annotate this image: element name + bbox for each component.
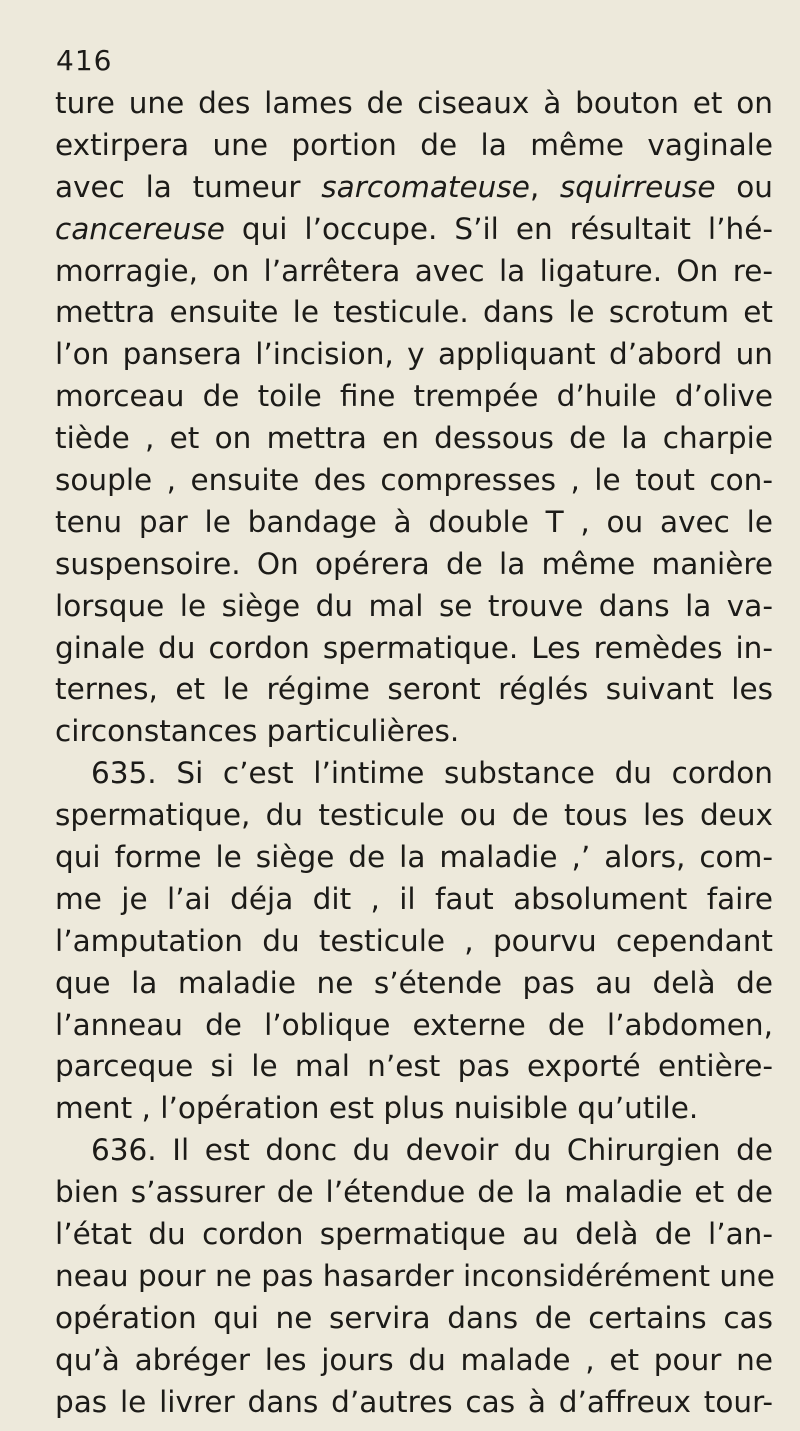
- text-run: mettra ensuite le testicule. dans le scrotum et: [55, 295, 773, 330]
- text-run: l’on pansera l’incision, y appliquant d’abord un: [55, 337, 773, 372]
- text-line: [55, 544, 773, 586]
- text-line: [55, 1298, 773, 1340]
- text-run: 636. Il est donc du devoir du Chirurgien de: [91, 1133, 773, 1168]
- text-run: me je l’ai déja dit , il faut absolument faire: [55, 881, 773, 916]
- text-line: [55, 292, 773, 334]
- text-line: [55, 1256, 773, 1298]
- text-line: [55, 753, 773, 795]
- text-line: [55, 1340, 773, 1382]
- text-run: ment , l’opération est plus nuisible qu’utile.: [55, 1091, 699, 1126]
- text-line: [55, 1088, 773, 1130]
- text-line: [55, 628, 773, 670]
- text-run: tiède , et on mettra en dessous de la charpie: [55, 421, 773, 456]
- text-run: suspensoire. On opérera de la même manière: [55, 546, 773, 581]
- text-run: spermatique, du testicule ou de tous les deux: [55, 798, 773, 833]
- text-run: ,: [529, 169, 560, 204]
- text-run: l’état du cordon spermatique au delà de l’an-: [55, 1217, 773, 1252]
- text-line: [55, 669, 773, 711]
- text-run: pas le livrer dans d’autres cas à d’affreux tour-: [55, 1384, 773, 1419]
- text-run: bien s’assurer de l’étendue de la maladie et de: [55, 1175, 773, 1210]
- text-run: lorsque le siège du mal se trouve dans la va-: [55, 588, 773, 623]
- text-run: tenu par le bandage à double T , ou avec le: [55, 504, 773, 539]
- text-run: parceque si le mal n’est pas exporté entière-: [55, 1049, 773, 1084]
- text-line: [55, 586, 773, 628]
- text-line: [55, 837, 773, 879]
- text-run: ou: [715, 169, 773, 204]
- text-line: [55, 125, 773, 167]
- italic-term: cancereuse: [55, 211, 225, 246]
- text-line: [55, 209, 773, 251]
- text-run: ternes, et le régime seront réglés suivant les: [55, 672, 773, 707]
- text-line: [55, 795, 773, 837]
- text-line: [55, 251, 773, 293]
- text-line: [55, 1130, 773, 1172]
- text-line: [55, 711, 773, 753]
- body-text: [55, 83, 773, 1424]
- text-line: [55, 1382, 773, 1424]
- text-run: morceau de toile fine trempée d’huile d’olive: [55, 379, 773, 414]
- text-run: neau pour ne pas hasarder inconsidérément une: [55, 1258, 775, 1293]
- text-line: [55, 1005, 773, 1047]
- text-line: [55, 502, 773, 544]
- text-line: [55, 1214, 773, 1256]
- text-line: [55, 921, 773, 963]
- text-line: [55, 1172, 773, 1214]
- text-run: morragie, on l’arrêtera avec la ligature. On re-: [55, 253, 773, 288]
- italic-term: sarcomateuse: [321, 169, 530, 204]
- text-run: que la maladie ne s’étende pas au delà de: [55, 965, 773, 1000]
- text-line: [55, 167, 773, 209]
- text-line: [55, 1046, 773, 1088]
- italic-term: squirreuse: [559, 169, 716, 204]
- text-line: [55, 334, 773, 376]
- text-run: qu’à abréger les jours du malade , et pour ne: [55, 1342, 773, 1377]
- text-run: ginale du cordon spermatique. Les remèdes in-: [55, 630, 773, 665]
- text-line: [55, 963, 773, 1005]
- text-run: opération qui ne servira dans de certains cas: [55, 1300, 773, 1335]
- text-line: [55, 83, 773, 125]
- text-run: souple , ensuite des compresses , le tout con-: [55, 463, 773, 498]
- text-line: [55, 376, 773, 418]
- text-run: avec la tumeur: [55, 169, 322, 204]
- text-run: ture une des lames de ciseaux à bouton et on: [55, 86, 773, 120]
- text-line: [55, 418, 773, 460]
- text-run: circonstances particulières.: [55, 714, 460, 749]
- page-number: 416: [56, 44, 113, 77]
- text-run: l’amputation du testicule , pourvu cependant: [55, 923, 773, 958]
- text-run: l’anneau de l’oblique externe de l’abdomen,: [55, 1007, 773, 1042]
- text-line: [55, 460, 773, 502]
- text-run: qui forme le siège de la maladie ,’ alors, com-: [55, 840, 773, 875]
- text-run: extirpera une portion de la même vaginale: [55, 127, 773, 162]
- text-line: [55, 879, 773, 921]
- text-run: qui l’occupe. S’il en résultait l’hé-: [224, 211, 773, 246]
- text-run: 635. Si c’est l’intime substance du cordon: [91, 756, 773, 791]
